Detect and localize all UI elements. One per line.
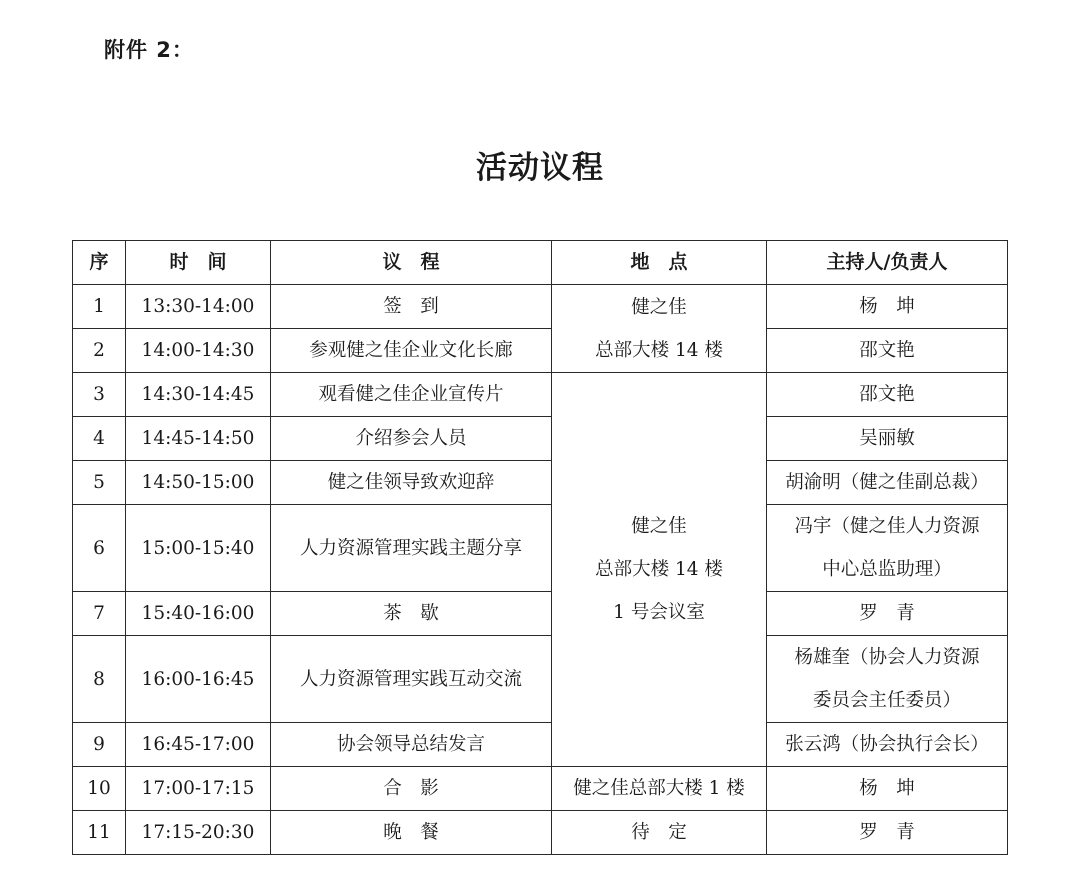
cell-host: 邵文艳 bbox=[767, 373, 1008, 417]
cell-host bbox=[767, 505, 1008, 592]
cell-time: 16:00-16:45 bbox=[126, 636, 271, 723]
cell-seq: 2 bbox=[73, 329, 126, 373]
cell-location-hq14 bbox=[552, 285, 767, 373]
document-title: 活动议程 bbox=[476, 150, 604, 186]
attachment-label: 附件 2： bbox=[104, 38, 194, 62]
cell-time: 14:50-15:00 bbox=[126, 461, 271, 505]
cell-host: 胡渝明（健之佳副总裁） bbox=[767, 461, 1008, 505]
table-row bbox=[73, 811, 1008, 855]
cell-location-hq1: 健之佳总部大楼 1 楼 bbox=[552, 767, 767, 811]
cell-agenda: 人力资源管理实践互动交流 bbox=[271, 636, 552, 723]
cell-agenda: 合 影 bbox=[271, 767, 552, 811]
cell-time: 14:00-14:30 bbox=[126, 329, 271, 373]
host-line: 冯宇（健之佳人力资源 bbox=[794, 516, 980, 537]
location-line: 总部大楼 14 楼 bbox=[595, 559, 723, 580]
cell-time: 14:30-14:45 bbox=[126, 373, 271, 417]
table-row bbox=[73, 329, 1008, 373]
cell-agenda: 人力资源管理实践主题分享 bbox=[271, 505, 552, 592]
host-line: 委员会主任委员） bbox=[812, 690, 961, 711]
cell-host bbox=[767, 636, 1008, 723]
cell-seq: 11 bbox=[73, 811, 126, 855]
cell-time: 17:00-17:15 bbox=[126, 767, 271, 811]
location-line: 健之佳 bbox=[631, 296, 687, 318]
header-agenda: 议 程 bbox=[271, 241, 552, 285]
cell-seq: 1 bbox=[73, 285, 126, 329]
cell-host: 吴丽敏 bbox=[767, 417, 1008, 461]
cell-agenda: 茶 歇 bbox=[271, 592, 552, 636]
header-time: 时 间 bbox=[126, 241, 271, 285]
cell-time: 14:45-14:50 bbox=[126, 417, 271, 461]
cell-time: 17:15-20:30 bbox=[126, 811, 271, 855]
table-row bbox=[73, 373, 1008, 417]
cell-location-tbd: 待 定 bbox=[552, 811, 767, 855]
cell-seq: 7 bbox=[73, 592, 126, 636]
table-row bbox=[73, 461, 1008, 505]
cell-time: 15:40-16:00 bbox=[126, 592, 271, 636]
cell-host: 罗 青 bbox=[767, 811, 1008, 855]
agenda-table bbox=[72, 240, 1008, 855]
header-host: 主持人/负责人 bbox=[767, 241, 1008, 285]
cell-time: 16:45-17:00 bbox=[126, 723, 271, 767]
location-line: 健之佳 bbox=[631, 516, 687, 537]
cell-host: 邵文艳 bbox=[767, 329, 1008, 373]
cell-agenda: 观看健之佳企业宣传片 bbox=[271, 373, 552, 417]
table-row bbox=[73, 417, 1008, 461]
cell-seq: 3 bbox=[73, 373, 126, 417]
cell-host: 罗 青 bbox=[767, 592, 1008, 636]
host-line: 中心总监助理） bbox=[822, 559, 952, 580]
cell-agenda: 参观健之佳企业文化长廊 bbox=[271, 329, 552, 373]
cell-time: 15:00-15:40 bbox=[126, 505, 271, 592]
cell-host: 杨 坤 bbox=[767, 285, 1008, 329]
cell-agenda: 健之佳领导致欢迎辞 bbox=[271, 461, 552, 505]
cell-seq: 10 bbox=[73, 767, 126, 811]
cell-seq: 4 bbox=[73, 417, 126, 461]
cell-seq: 5 bbox=[73, 461, 126, 505]
table-row bbox=[73, 723, 1008, 767]
table-row bbox=[73, 767, 1008, 811]
cell-seq: 9 bbox=[73, 723, 126, 767]
cell-host: 杨 坤 bbox=[767, 767, 1008, 811]
cell-seq: 6 bbox=[73, 505, 126, 592]
table-header-row bbox=[73, 241, 1008, 285]
cell-agenda: 晚 餐 bbox=[271, 811, 552, 855]
cell-time: 13:30-14:00 bbox=[126, 285, 271, 329]
cell-agenda: 签 到 bbox=[271, 285, 552, 329]
header-seq: 序 bbox=[73, 241, 126, 285]
host-line: 杨雄奎（协会人力资源 bbox=[794, 647, 980, 668]
table-row bbox=[73, 285, 1008, 329]
table-row bbox=[73, 592, 1008, 636]
location-line: 总部大楼 14 楼 bbox=[595, 339, 723, 361]
header-location: 地 点 bbox=[552, 241, 767, 285]
cell-seq: 8 bbox=[73, 636, 126, 723]
cell-agenda: 介绍参会人员 bbox=[271, 417, 552, 461]
cell-agenda: 协会领导总结发言 bbox=[271, 723, 552, 767]
cell-location-meeting-room bbox=[552, 373, 767, 767]
location-line: 1 号会议室 bbox=[613, 602, 705, 623]
cell-host: 张云鸿（协会执行会长） bbox=[767, 723, 1008, 767]
